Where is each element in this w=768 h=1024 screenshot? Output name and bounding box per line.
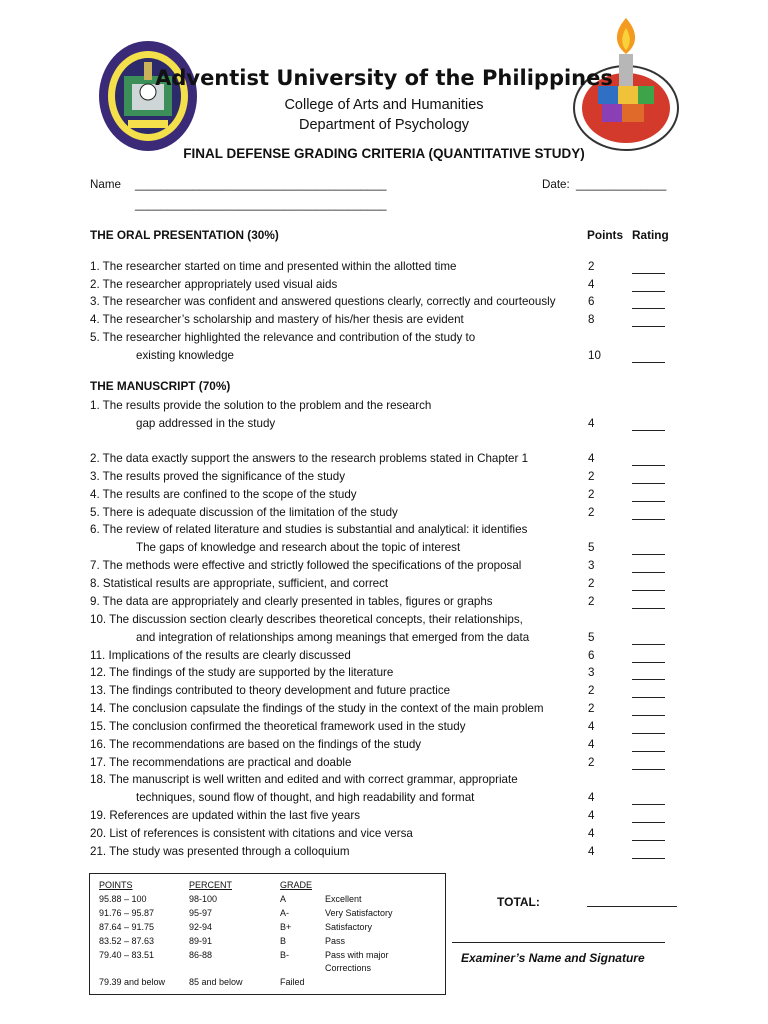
legend-points-range: 87.64 – 91.75 — [99, 922, 155, 932]
legend-grade: A- — [280, 908, 289, 918]
manuscript-rating-field[interactable] — [632, 430, 665, 431]
name-field[interactable]: _______________________________________ — [135, 178, 387, 191]
oral-criterion-text: 3. The researcher was confident and answered questions clearly, correctly and courteously — [90, 295, 556, 308]
manuscript-criterion-points: 2 — [588, 756, 595, 769]
legend-points-range: 79.39 and below — [99, 977, 166, 987]
manuscript-rating-field[interactable] — [632, 608, 665, 609]
signature-field[interactable] — [452, 942, 665, 943]
oral-criterion-text: 4. The researcher’s scholarship and mastery of his/her thesis are evident — [90, 313, 464, 326]
legend-grade: B — [280, 936, 287, 946]
oral-criterion-points: 6 — [588, 295, 595, 308]
oral-criterion-points: 8 — [588, 313, 595, 326]
manuscript-rating-field[interactable] — [632, 822, 665, 823]
manuscript-rating-field[interactable] — [632, 662, 665, 663]
document-title: FINAL DEFENSE GRADING CRITERIA (QUANTITATIVE STUDY) — [183, 146, 585, 161]
manuscript-criterion-points: 4 — [588, 452, 595, 465]
oral-criterion-text: 5. The researcher highlighted the relevance and contribution of the study to — [90, 331, 476, 344]
manuscript-criterion-points: 2 — [588, 595, 595, 608]
legend-percent-range: 89-91 — [189, 936, 213, 946]
manuscript-criterion-points: 4 — [588, 738, 595, 751]
manuscript-criterion-text: 10. The discussion section clearly describes theoretical concepts, their relationships, — [90, 613, 523, 626]
manuscript-rating-field[interactable] — [632, 590, 665, 591]
manuscript-criterion-points: 2 — [588, 702, 595, 715]
university-name: Adventist University of the Philippines — [155, 66, 613, 90]
legend-grade: Failed — [280, 977, 305, 987]
manuscript-criterion-text: 9. The data are appropriately and clearly presented in tables, figures or graphs — [90, 595, 493, 608]
oral-rating-field[interactable] — [632, 326, 665, 327]
legend-points-range: 83.52 – 87.63 — [99, 936, 155, 946]
manuscript-rating-field[interactable] — [632, 804, 665, 805]
manuscript-criterion-points: 5 — [588, 541, 595, 554]
manuscript-criterion-points: 6 — [588, 649, 595, 662]
manuscript-criterion-text: 4. The results are confined to the scope of the study — [90, 488, 357, 501]
manuscript-criterion-text: 14. The conclusion capsulate the findings of the study in the context of the main problem — [90, 702, 544, 715]
manuscript-criterion-text: 8. Statistical results are appropriate, sufficient, and correct — [90, 577, 389, 590]
manuscript-rating-field[interactable] — [632, 769, 665, 770]
manuscript-criterion-points: 4 — [588, 791, 595, 804]
signature-label: Examiner’s Name and Signature — [461, 951, 645, 965]
manuscript-criterion-text: 19. References are updated within the last five years — [90, 809, 361, 822]
manuscript-criterion-points: 2 — [588, 577, 595, 590]
legend-percent-range: 92-94 — [189, 922, 213, 932]
total-label: TOTAL: — [497, 895, 540, 909]
manuscript-criterion-points: 5 — [588, 631, 595, 644]
manuscript-rating-field[interactable] — [632, 733, 665, 734]
legend-grade: B- — [280, 950, 289, 960]
manuscript-criterion-text-cont: gap addressed in the study — [136, 417, 276, 430]
manuscript-criterion-text: 5. There is adequate discussion of the limitation of the study — [90, 506, 398, 519]
points-column-header: Points — [587, 228, 624, 242]
manuscript-rating-field[interactable] — [632, 554, 665, 555]
manuscript-rating-field[interactable] — [632, 858, 665, 859]
name-label: Name — [90, 178, 121, 191]
manuscript-rating-field[interactable] — [632, 715, 665, 716]
manuscript-criterion-text: 12. The findings of the study are supported by the literature — [90, 666, 394, 679]
manuscript-rating-field[interactable] — [632, 697, 665, 698]
legend-points-range: 79.40 – 83.51 — [99, 950, 155, 960]
oral-rating-field[interactable] — [632, 362, 665, 363]
manuscript-rating-field[interactable] — [632, 644, 665, 645]
manuscript-section-heading: THE MANUSCRIPT (70%) — [90, 379, 231, 393]
manuscript-criterion-text: 11. Implications of the results are clearly discussed — [90, 649, 351, 662]
manuscript-criterion-text: 20. List of references is consistent with citations and vice versa — [90, 827, 413, 840]
manuscript-criterion-points: 4 — [588, 827, 595, 840]
manuscript-criterion-points: 2 — [588, 488, 595, 501]
manuscript-rating-field[interactable] — [632, 501, 665, 502]
manuscript-criterion-points: 3 — [588, 666, 595, 679]
oral-criterion-text: 1. The researcher started on time and presented within the allotted time — [90, 260, 457, 273]
legend-percent-range: 98-100 — [189, 894, 218, 904]
manuscript-criterion-text: 16. The recommendations are based on the findings of the study — [90, 738, 422, 751]
legend-points-range: 95.88 – 100 — [99, 894, 147, 904]
university-seal-logo — [98, 40, 198, 152]
legend-description: Excellent — [325, 894, 362, 904]
oral-criterion-points: 4 — [588, 278, 595, 291]
manuscript-criterion-text: 13. The findings contributed to theory development and future practice — [90, 684, 451, 697]
manuscript-criterion-points: 2 — [588, 506, 595, 519]
manuscript-criterion-text: 3. The results proved the significance of the study — [90, 470, 345, 483]
oral-rating-field[interactable] — [632, 273, 665, 274]
manuscript-criterion-points: 4 — [588, 845, 595, 858]
manuscript-rating-field[interactable] — [632, 465, 665, 466]
date-field[interactable]: ______________ — [576, 178, 667, 191]
legend-percent-range: 85 and below — [189, 977, 243, 987]
department-name: Department of Psychology — [298, 117, 470, 133]
oral-rating-field[interactable] — [632, 308, 665, 309]
manuscript-rating-field[interactable] — [632, 840, 665, 841]
manuscript-criterion-points: 4 — [588, 417, 595, 430]
manuscript-rating-field[interactable] — [632, 572, 665, 573]
legend-header-points: POINTS — [99, 880, 133, 890]
manuscript-criterion-text: 17. The recommendations are practical and doable — [90, 756, 352, 769]
date-label: Date: — [542, 178, 570, 191]
oral-rating-field[interactable] — [632, 291, 665, 292]
legend-description-cont: Corrections — [325, 963, 372, 973]
legend-percent-range: 86-88 — [189, 950, 213, 960]
oral-criterion-text: 2. The researcher appropriately used visual aids — [90, 278, 338, 291]
oral-section-heading: THE ORAL PRESENTATION (30%) — [90, 228, 279, 242]
oral-criterion-points: 10 — [588, 349, 601, 362]
manuscript-criterion-text: 18. The manuscript is well written and edited and with correct grammar, appropriate — [90, 773, 518, 786]
legend-header-percent: PERCENT — [189, 880, 233, 890]
manuscript-criterion-points: 4 — [588, 809, 595, 822]
rating-column-header: Rating — [632, 228, 669, 242]
legend-description: Satisfactory — [325, 922, 373, 932]
legend-points-range: 91.76 – 95.87 — [99, 908, 155, 918]
manuscript-criterion-text: 1. The results provide the solution to the problem and the research — [90, 399, 432, 412]
manuscript-criterion-points: 4 — [588, 720, 595, 733]
manuscript-rating-field[interactable] — [632, 519, 665, 520]
college-name: College of Arts and Humanities — [284, 97, 484, 113]
manuscript-criterion-text-cont: and integration of relationships among meanings that emerged from the data — [136, 631, 530, 644]
manuscript-criterion-text-cont: techniques, sound flow of thought, and high readability and format — [136, 791, 475, 804]
manuscript-rating-field[interactable] — [632, 679, 665, 680]
legend-grade: A — [280, 894, 287, 904]
manuscript-criterion-text: 2. The data exactly support the answers to the research problems stated in Chapter 1 — [90, 452, 529, 465]
manuscript-criterion-text: 21. The study was presented through a colloquium — [90, 845, 350, 858]
manuscript-rating-field[interactable] — [632, 751, 665, 752]
legend-header-grade: GRADE — [280, 880, 313, 890]
manuscript-criterion-text: 15. The conclusion confirmed the theoretical framework used in the study — [90, 720, 466, 733]
legend-percent-range: 95-97 — [189, 908, 213, 918]
manuscript-criterion-points: 2 — [588, 470, 595, 483]
manuscript-criterion-text-cont: The gaps of knowledge and research about the topic of interest — [136, 541, 461, 554]
manuscript-criterion-points: 2 — [588, 684, 595, 697]
total-field[interactable] — [587, 906, 677, 907]
manuscript-criterion-text: 7. The methods were effective and strictly followed the specifications of the proposal — [90, 559, 522, 572]
manuscript-criterion-text: 6. The review of related literature and studies is substantial and analytical: it identifies — [90, 523, 528, 536]
legend-description: Pass — [325, 936, 346, 946]
legend-description: Pass with major — [325, 950, 389, 960]
manuscript-criterion-points: 3 — [588, 559, 595, 572]
oral-criterion-points: 2 — [588, 260, 595, 273]
manuscript-rating-field[interactable] — [632, 483, 665, 484]
legend-grade: B+ — [280, 922, 292, 932]
name-field-line2[interactable]: _______________________________________ — [135, 198, 387, 211]
oral-criterion-text-cont: existing knowledge — [136, 349, 234, 362]
legend-description: Very Satisfactory — [325, 908, 393, 918]
grading-scale-table — [89, 873, 446, 995]
